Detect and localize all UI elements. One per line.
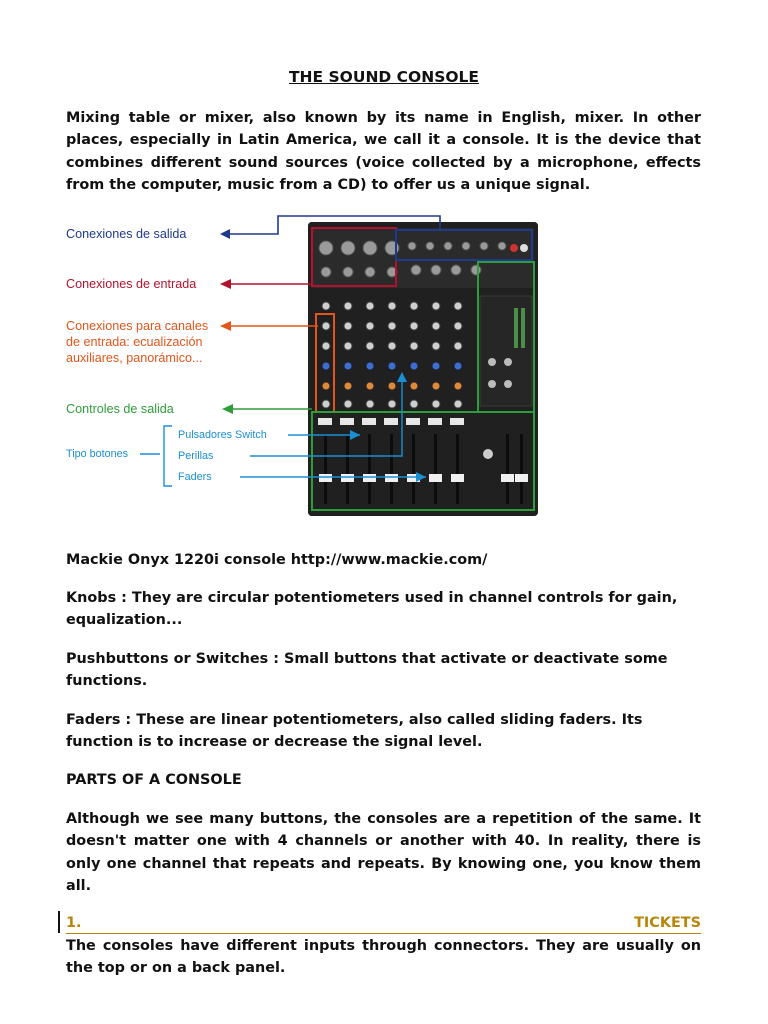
label-conexiones-entrada: Conexiones de entrada — [66, 277, 197, 291]
image-caption: Mackie Onyx 1220i console http://www.mackie.com/ — [66, 552, 488, 568]
label-conexiones-canales-1: Conexiones para canales — [66, 319, 209, 333]
faders-definition: Faders : These are linear potentiometers, also called sliding faders. Its function is to increase or decrease the signal level. — [66, 712, 643, 751]
label-controles-salida: Controles de salida — [66, 402, 174, 416]
text-cursor — [58, 911, 60, 933]
label-pulsadores-switch: Pulsadores Switch — [178, 429, 267, 441]
diagram-arrows — [60, 208, 550, 524]
mixer-diagram — [60, 208, 550, 524]
label-perillas: Perillas — [178, 450, 214, 462]
label-conexiones-canales-2: de entrada: ecualización — [66, 335, 203, 349]
label-conexiones-canales-3: auxiliares, panorámico... — [66, 351, 203, 365]
section-number: 1. — [66, 915, 82, 931]
pushbuttons-definition: Pushbuttons or Switches : Small buttons that activate or deactivate some functions. — [66, 651, 668, 690]
parts-heading: PARTS OF A CONSOLE — [66, 772, 242, 788]
section-heading-tickets — [66, 913, 701, 934]
tickets-paragraph: The consoles have different inputs through connectors. They are usually on the top or on a back panel. — [66, 938, 701, 977]
label-faders: Faders — [178, 471, 212, 483]
intro-paragraph: Mixing table or mixer, also known by its name in English, mixer. In other places, especially in Latin America, we call it a console. It is the device that combines different sound sources (voice collected by a microphone, effects from the computer, music from a CD) to offer us a unique signal. — [66, 110, 701, 193]
label-tipo-botones: Tipo botones — [66, 448, 129, 460]
page-title: THE SOUND CONSOLE — [288, 68, 480, 86]
although-paragraph: Although we see many buttons, the consoles are a repetition of the same. It doesn't matter one with 4 channels or another with 40. In reality, there is only one channel that repeats and repeats. By knowing one, you know them all. — [66, 811, 701, 894]
knobs-definition: Knobs : They are circular potentiometers used in channel controls for gain, equalization... — [66, 590, 678, 629]
label-conexiones-salida: Conexiones de salida — [66, 227, 187, 241]
section-title: TICKETS — [634, 915, 701, 931]
